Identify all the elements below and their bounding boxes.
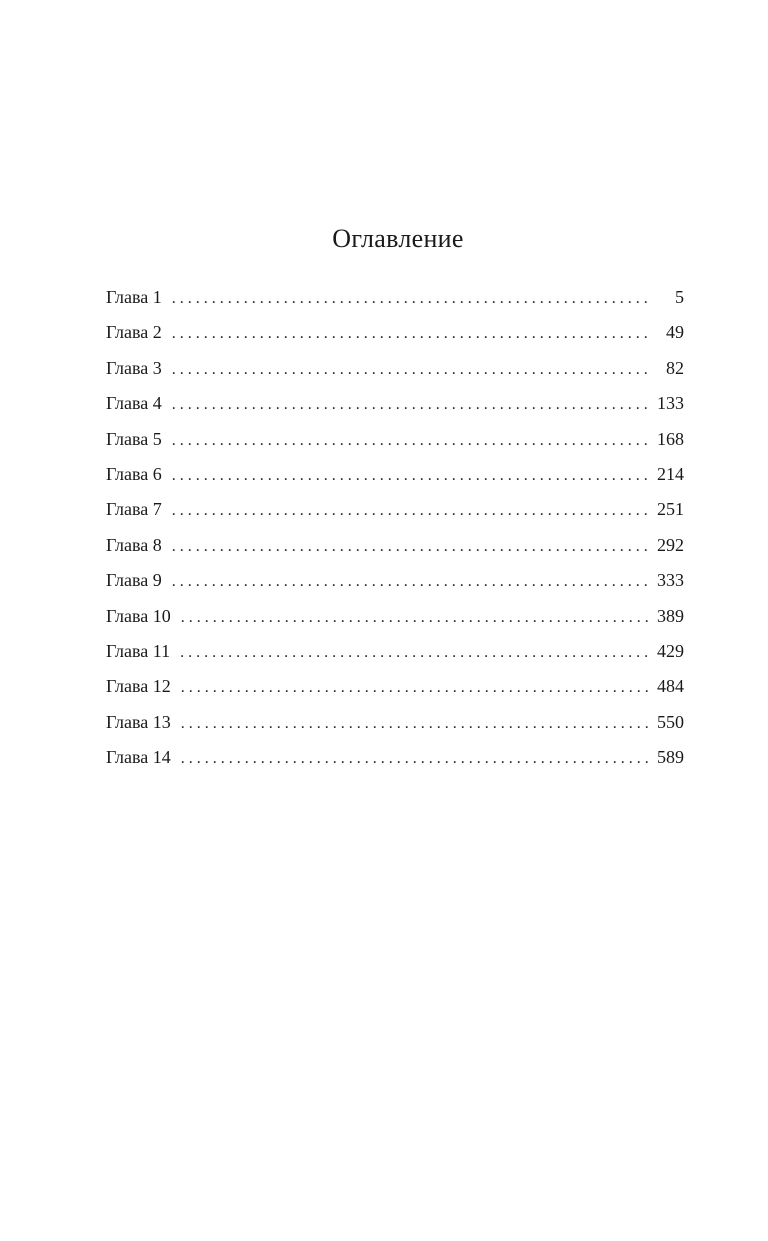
- page-number: 589: [657, 747, 684, 768]
- dot-leader: [181, 600, 648, 634]
- toc-entry[interactable]: [106, 315, 684, 350]
- page-number: 214: [657, 463, 684, 484]
- page-number: 5: [675, 287, 684, 307]
- page-number: 333: [657, 570, 684, 591]
- chapter-label: Глава 2: [106, 322, 162, 343]
- toc-entry[interactable]: [106, 351, 684, 386]
- page-number: 49: [666, 322, 684, 343]
- dot-leader: [172, 564, 648, 598]
- chapter-label: Глава 8: [106, 534, 162, 555]
- toc-entry[interactable]: [106, 705, 684, 740]
- chapter-label: Глава 9: [106, 570, 162, 591]
- chapter-label: Глава 10: [106, 605, 171, 626]
- dot-leader: [172, 458, 648, 492]
- toc-entry[interactable]: [106, 740, 684, 775]
- page-number: 550: [657, 711, 684, 732]
- page-number: 168: [657, 428, 684, 449]
- chapter-label: Глава 3: [106, 357, 162, 378]
- toc-entry[interactable]: [106, 386, 684, 421]
- chapter-label: Глава 4: [106, 393, 162, 414]
- page-number: 251: [657, 499, 684, 520]
- page-number: 389: [657, 605, 684, 626]
- dot-leader: [181, 741, 648, 775]
- chapter-label: Глава 14: [106, 747, 171, 768]
- dot-leader: [181, 670, 648, 704]
- chapter-label: Глава 6: [106, 463, 162, 484]
- chapter-label: Глава 13: [106, 711, 171, 732]
- toc-entry[interactable]: [106, 669, 684, 704]
- dot-leader: [172, 423, 648, 457]
- chapter-label: Глава 7: [106, 499, 162, 520]
- page-number: 484: [657, 676, 684, 697]
- dot-leader: [180, 635, 648, 669]
- dot-leader: [172, 493, 648, 527]
- toc-entry[interactable]: [106, 280, 684, 315]
- dot-leader: [181, 706, 648, 740]
- chapter-label: Глава 12: [106, 676, 171, 697]
- toc-entry[interactable]: [106, 634, 684, 669]
- toc-entry[interactable]: [106, 422, 684, 457]
- table-of-contents: [106, 280, 684, 775]
- toc-entry[interactable]: [106, 457, 684, 492]
- chapter-label: Глава 5: [106, 428, 162, 449]
- dot-leader: [172, 316, 648, 350]
- toc-title: Оглавление: [332, 224, 464, 253]
- toc-entry[interactable]: [106, 492, 684, 527]
- toc-entry[interactable]: [106, 563, 684, 598]
- page-number: 429: [657, 640, 684, 661]
- dot-leader: [172, 387, 648, 421]
- dot-leader: [172, 529, 648, 563]
- dot-leader: [172, 281, 648, 315]
- page-number: 82: [666, 357, 684, 378]
- page-number: 292: [657, 534, 684, 555]
- toc-entry[interactable]: [106, 528, 684, 563]
- chapter-label: Глава 1: [106, 287, 162, 307]
- chapter-label: Глава 11: [106, 640, 171, 661]
- toc-entry[interactable]: [106, 599, 684, 634]
- dot-leader: [172, 352, 648, 386]
- page-number: 133: [657, 393, 684, 414]
